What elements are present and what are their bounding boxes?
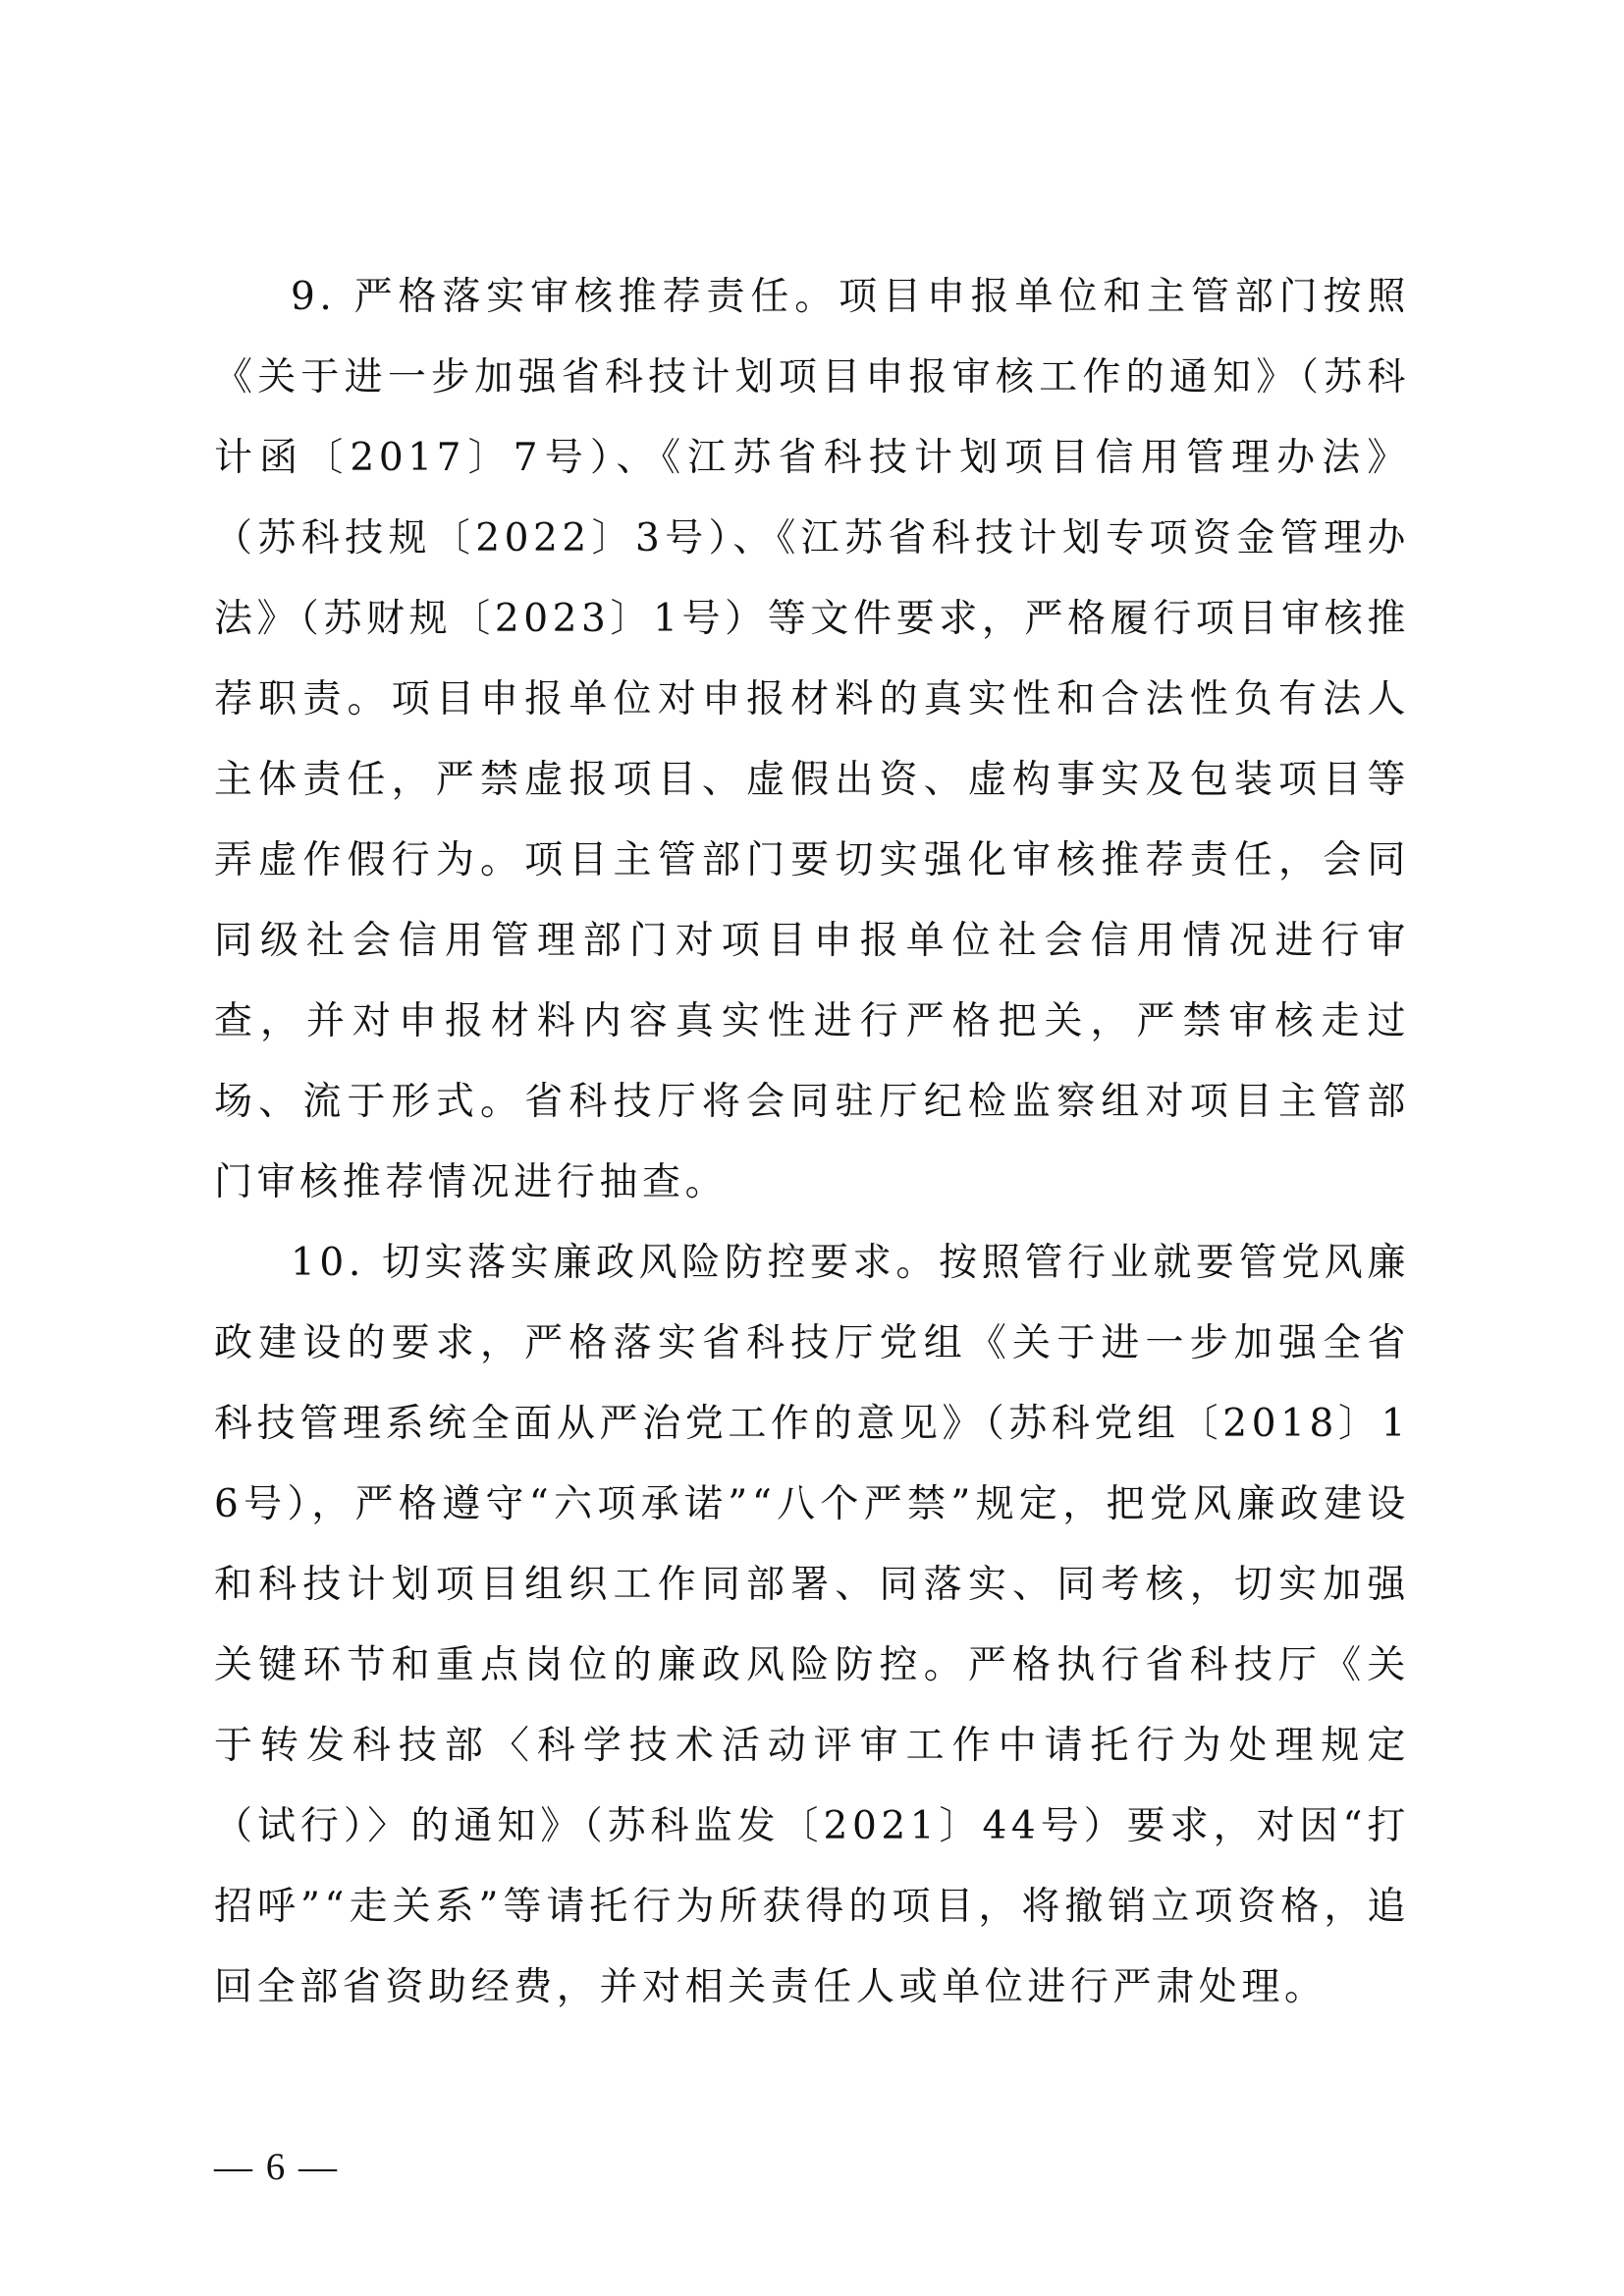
page-number: — 6 — xyxy=(214,2146,339,2188)
document-body xyxy=(214,257,1410,2028)
paragraph-item-9: 9. 严格落实审核推荐责任。项目申报单位和主管部门按照《关于进一步加强省科技计划项目申报审核工作的通知》（苏科计函〔2017〕7号）、《江苏省科技计划项目信用管理办法》（苏科技规〔2022〕3号）、《江苏省科技计划专项资金管理办法》（苏财规〔2023〕1号）等文件要求，严格履行项目审核推荐职责。项目申报单位对申报材料的真实性和合法性负有法人主体责任，严禁虚报项目、虚假出资、虚构事实及包装项目等弄虚作假行为。项目主管部门要切实强化审核推荐责任，会同同级社会信用管理部门对项目申报单位社会信用情况进行审查，并对申报材料内容真实性进行严格把关，严禁审核走过场、流于形式。省科技厅将会同驻厅纪检监察组对项目主管部门审核推荐情况进行抽查。 xyxy=(214,275,1410,1204)
paragraph-item-10: 10. 切实落实廉政风险防控要求。按照管行业就要管党风廉政建设的要求，严格落实省科技厅党组《关于进一步加强全省科技管理系统全面从严治党工作的意见》（苏科党组〔2018〕16号），严格遵守“六项承诺”“八个严禁”规定，把党风廉政建设和科技计划项目组织工作同部署、同落实、同考核，切实加强关键环节和重点岗位的廉政风险防控。严格执行省科技厅《关于转发科技部〈科学技术活动评审工作中请托行为处理规定（试行）〉的通知》（苏科监发〔2021〕44号）要求，对因“打招呼”“走关系”等请托行为所获得的项目，将撤销立项资格，追回全部省资助经费，并对相关责任人或单位进行严肃处理。 xyxy=(214,1241,1410,2009)
